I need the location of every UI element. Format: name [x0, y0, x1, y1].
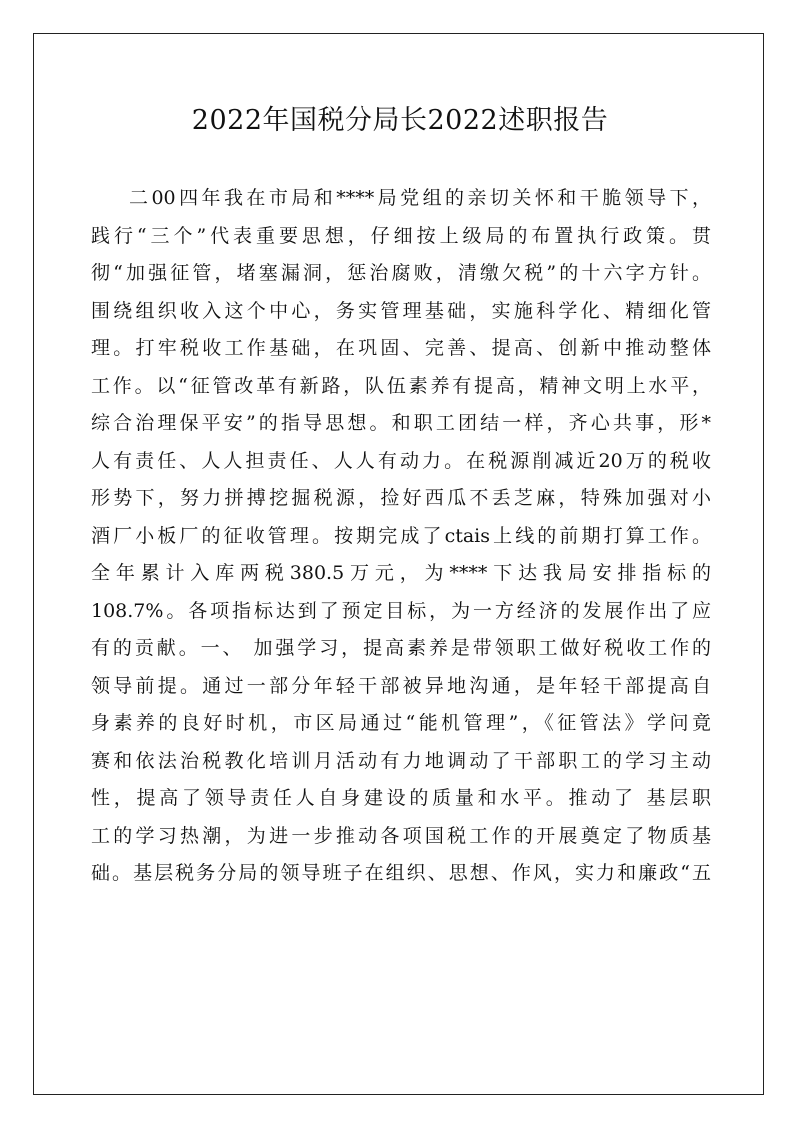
- body-line: 酒厂小板厂的征收管理。按期完成了ctais上线的前期打算工作。: [91, 524, 711, 547]
- body-line: 108.7%。各项指标达到了预定目标，为一方经济的发展作出了应: [91, 599, 711, 622]
- body-line: 础。基层税务分局的领导班子在组织、思想、作风，实力和廉政“五: [91, 862, 711, 884]
- body-line: 形势下，努力拼搏挖掘税源，捡好西瓜不丢芝麻，特殊加强对小: [91, 487, 711, 509]
- body-line: 综合治理保平安”的指导思想。和职工团结一样，齐心共事，形*: [91, 412, 711, 434]
- document-title: 2022年国税分局长2022述职报告: [191, 105, 609, 136]
- body-line: 赛和依法治税教化培训月活动有力地调动了干部职工的学习主动: [91, 749, 711, 772]
- body-line: 全年累计入库两税380.5万元，为****下达我局安排指标的: [91, 562, 711, 584]
- document-body: [91, 180, 711, 893]
- body-line: 践行“三个”代表重要思想，仔细按上级局的布置执行政策。贯: [91, 224, 711, 247]
- body-line: 工的学习热潮，为进一步推动各项国税工作的开展奠定了物质基: [91, 824, 711, 847]
- body-line: 领导前提。通过一部分年轻干部被异地沟通，是年轻干部提高自: [91, 674, 711, 697]
- body-line: 有的贡献。一、 加强学习，提高素养是带领职工做好税收工作的: [91, 637, 711, 659]
- body-line: 身素养的良好时机，市区局通过“能机管理”，《征管法》学问竟: [91, 712, 711, 734]
- body-line: 理。打牢税收工作基础，在巩固、完善、提高、创新中推动整体: [91, 337, 711, 359]
- body-line: 人有责任、人人担责任、人人有动力。在税源削减近20万的税收: [91, 449, 711, 472]
- body-line: 围绕组织收入这个中心，务实管理基础，实施科学化、精细化管: [91, 299, 711, 322]
- body-line: 工作。以“征管改革有新路，队伍素养有提高，精神文明上水平，: [91, 374, 711, 397]
- body-line: 彻“加强征管，堵塞漏洞，惩治腐败，清缴欠税”的十六字方针。: [91, 262, 711, 284]
- body-line: 性，提高了领导责任人自身建设的质量和水平。推动了 基层职: [91, 787, 711, 809]
- body-line: 二00四年我在市局和****局党组的亲切关怀和干脆领导下，: [129, 187, 711, 209]
